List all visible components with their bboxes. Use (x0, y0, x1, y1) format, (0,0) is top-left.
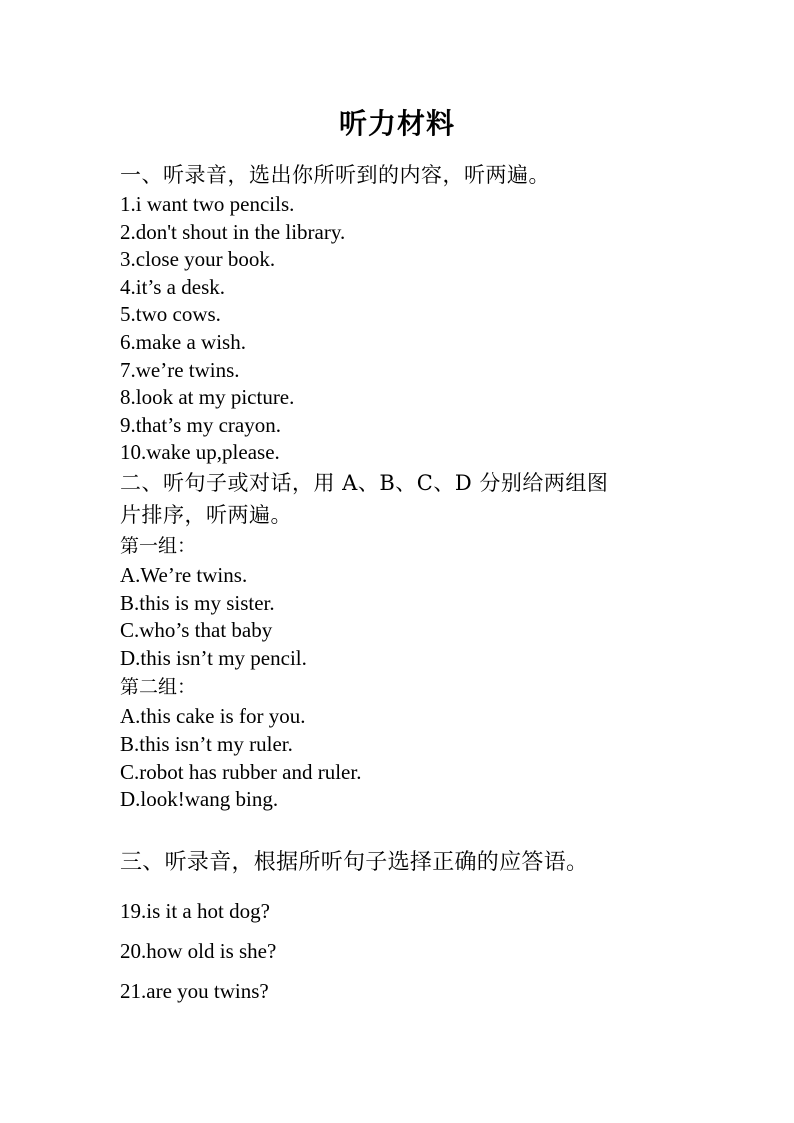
group-2-label: 第二组： (120, 676, 197, 699)
list-item: 6.make a wish. (120, 329, 246, 354)
group-2-list (120, 703, 665, 813)
list-item: B.this isn’t my ruler. (120, 731, 293, 756)
list-item: 3.close your book. (120, 247, 276, 272)
list-item: D.look!wang bing. (120, 787, 279, 812)
page-title: 听力材料 (338, 107, 455, 140)
section-3 (120, 845, 720, 1011)
list-item: 2.don't shout in the library. (120, 219, 346, 244)
list-item: 1.i want two pencils. (120, 192, 295, 216)
section-2-heading-line-2: 片排序，听两遍。 (120, 502, 292, 527)
list-item: A.this cake is for you. (120, 704, 306, 729)
list-item: C.robot has rubber and ruler. (120, 759, 362, 784)
list-item: 9.that’s my crayon. (120, 412, 281, 437)
list-item: C.who’s that baby (120, 618, 273, 643)
sections-1-2 (120, 160, 665, 814)
section-3-heading: 三、听录音，根据所听句子选择正确的应答语。 (120, 850, 589, 875)
list-item: D.this isn’t my pencil. (120, 645, 307, 670)
list-item: 21.are you twins? (120, 979, 269, 1003)
group-1-label: 第一组： (120, 534, 197, 557)
list-item: A.We’re twins. (120, 562, 248, 587)
list-item: B.this is my sister. (120, 590, 275, 615)
section-1-list (120, 191, 665, 467)
list-item: 7.we’re twins. (120, 357, 240, 382)
list-item: 8.look at my picture. (120, 385, 295, 410)
section-1-heading: 一、听录音，选出你所听到的内容，听两遍。 (120, 163, 550, 187)
group-1-list (120, 562, 665, 672)
list-item: 20.how old is she? (120, 939, 277, 963)
list-item: 19.is it a hot dog? (120, 899, 270, 923)
list-item: 4.it’s a desk. (120, 274, 225, 299)
list-item: 5.two cows. (120, 302, 221, 327)
section-2-heading-line-1: 二、听句子或对话，用 A、B、C、D 分别给两组图 (120, 470, 609, 495)
list-item: 10.wake up,please. (120, 440, 280, 465)
